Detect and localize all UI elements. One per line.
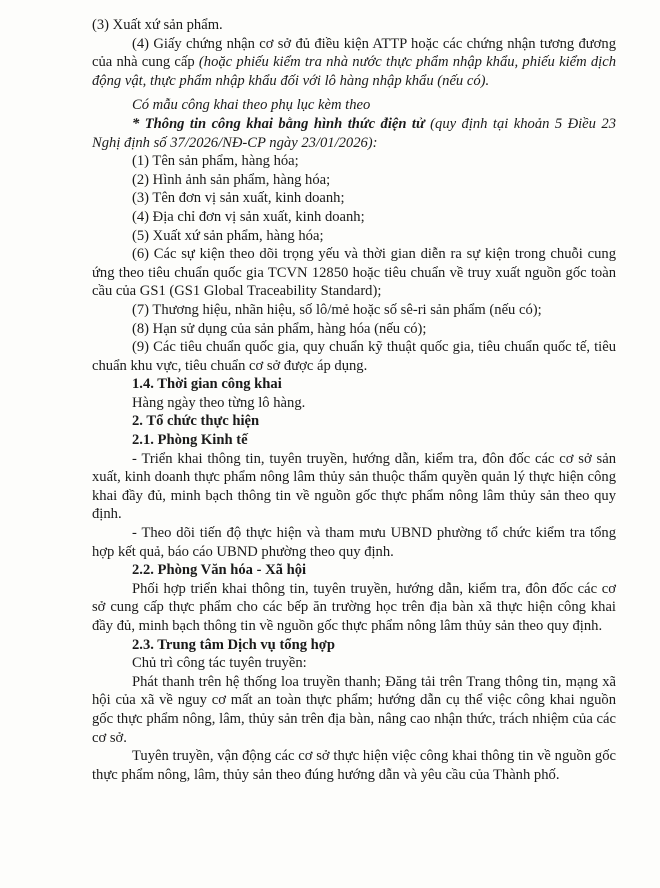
list-item: (8) Hạn sử dụng của sản phẩm, hàng hóa (nếu có);	[132, 320, 427, 337]
appendix-note: Có mẫu công khai theo phụ lục kèm theo	[132, 97, 371, 114]
section-heading-2-1: 2.1. Phòng Kinh tế	[132, 432, 248, 449]
electronic-disclosure-heading	[92, 115, 616, 152]
paragraph: Tuyên truyền, vận động các cơ sở thực hiện việc công khai thông tin về nguồn gốc thực phẩm nông, lâm, thủy sản theo đúng hướng dẫn và yêu cầu của Thành phố.	[92, 748, 616, 783]
list-item: (6) Các sự kiện theo dõi trọng yếu và thời gian diễn ra sự kiện trong chuỗi cung ứng theo tiêu chuẩn quốc gia TCVN 12850 hoặc tiêu chuẩn về truy xuất nguồn gốc toàn cầu của GS1 (GS1 Global Traceability Standard);	[92, 246, 616, 300]
electronic-disclosure-reference: (quy định tại khoản 5 Điều 23 Nghị định số 37/2026/NĐ-CP ngày 23/01/2026):	[92, 115, 616, 151]
list-item: (1) Tên sản phẩm, hàng hóa;	[132, 153, 299, 170]
line-origin: (3) Xuất xứ sản phẩm.	[92, 17, 223, 33]
list-item: (5) Xuất xứ sản phẩm, hàng hóa;	[132, 227, 324, 244]
paragraph-food-safety-certificate	[92, 35, 616, 91]
electronic-disclosure-title: * Thông tin công khai bằng hình thức điện tử	[132, 115, 425, 132]
list-item: (3) Tên đơn vị sản xuất, kinh doanh;	[132, 190, 345, 207]
list-item: (9) Các tiêu chuẩn quốc gia, quy chuẩn kỹ thuật quốc gia, tiêu chuẩn quốc tế, tiêu chuẩn khu vực, tiêu chuẩn cơ sở được áp dụng.	[92, 339, 616, 374]
list-item: (7) Thương hiệu, nhãn hiệu, số lô/mẻ hoặc số sê-ri sản phẩm (nếu có);	[132, 301, 542, 318]
list-item: (2) Hình ảnh sản phẩm, hàng hóa;	[132, 171, 331, 188]
section-heading-1-4: 1.4. Thời gian công khai	[132, 376, 282, 393]
paragraph: Hàng ngày theo từng lô hàng.	[132, 394, 306, 411]
paragraph: Chủ trì công tác tuyên truyền:	[132, 655, 307, 672]
section-heading-2-2: 2.2. Phòng Văn hóa - Xã hội	[132, 562, 307, 579]
certificate-text: (4) Giấy chứng nhận cơ sở đủ điều kiện ATTP hoặc các chứng nhận tương đương của nhà cung cấp	[92, 35, 616, 71]
paragraph: - Theo dõi tiến độ thực hiện và tham mưu UBND phường tổ chức kiểm tra tổng hợp kết quả, báo cáo UBND phường theo quy định.	[92, 525, 616, 560]
list-item: (4) Địa chỉ đơn vị sản xuất, kinh doanh;	[132, 208, 365, 225]
certificate-note: (hoặc phiếu kiểm tra nhà nước thực phẩm nhập khẩu, phiếu kiểm dịch động vật, thực phẩm nhập khẩu đối với lô hàng nhập khẩu (nếu có).	[92, 54, 617, 89]
paragraph: Phối hợp triển khai thông tin, tuyên truyền, hướng dẫn, kiểm tra, đôn đốc các cơ sở cung cấp thực phẩm cho các bếp ăn trường học trên địa bàn xã thực hiện công khai đầy đủ, minh bạch thông tin về nguồn gốc thực phẩm nông lâm thủy sản theo quy định.	[92, 580, 616, 634]
paragraph: - Triển khai thông tin, tuyên truyền, hướng dẫn, kiểm tra, đôn đốc các cơ sở sản xuất, kinh doanh thực phẩm nông lâm thủy sản thuộc thẩm quyền quản lý thực hiện công khai đầy đủ, minh bạch thông tin về nguồn gốc thực phẩm nông lâm thủy sản theo quy định.	[92, 450, 616, 523]
section-heading-2-3: 2.3. Trung tâm Dịch vụ tổng hợp	[132, 636, 335, 653]
section-heading-2: 2. Tổ chức thực hiện	[132, 413, 260, 430]
paragraph: Phát thanh trên hệ thống loa truyền thanh; Đăng tải trên Trang thông tin, mạng xã hội của xã về nguy cơ mất an toàn thực phẩm; hướng dẫn cụ thể việc công khai nguồn gốc thực phẩm nông, lâm, thủy sản trên địa bàn, nâng cao nhận thức, trách nhiệm của các cơ sở.	[92, 673, 616, 746]
